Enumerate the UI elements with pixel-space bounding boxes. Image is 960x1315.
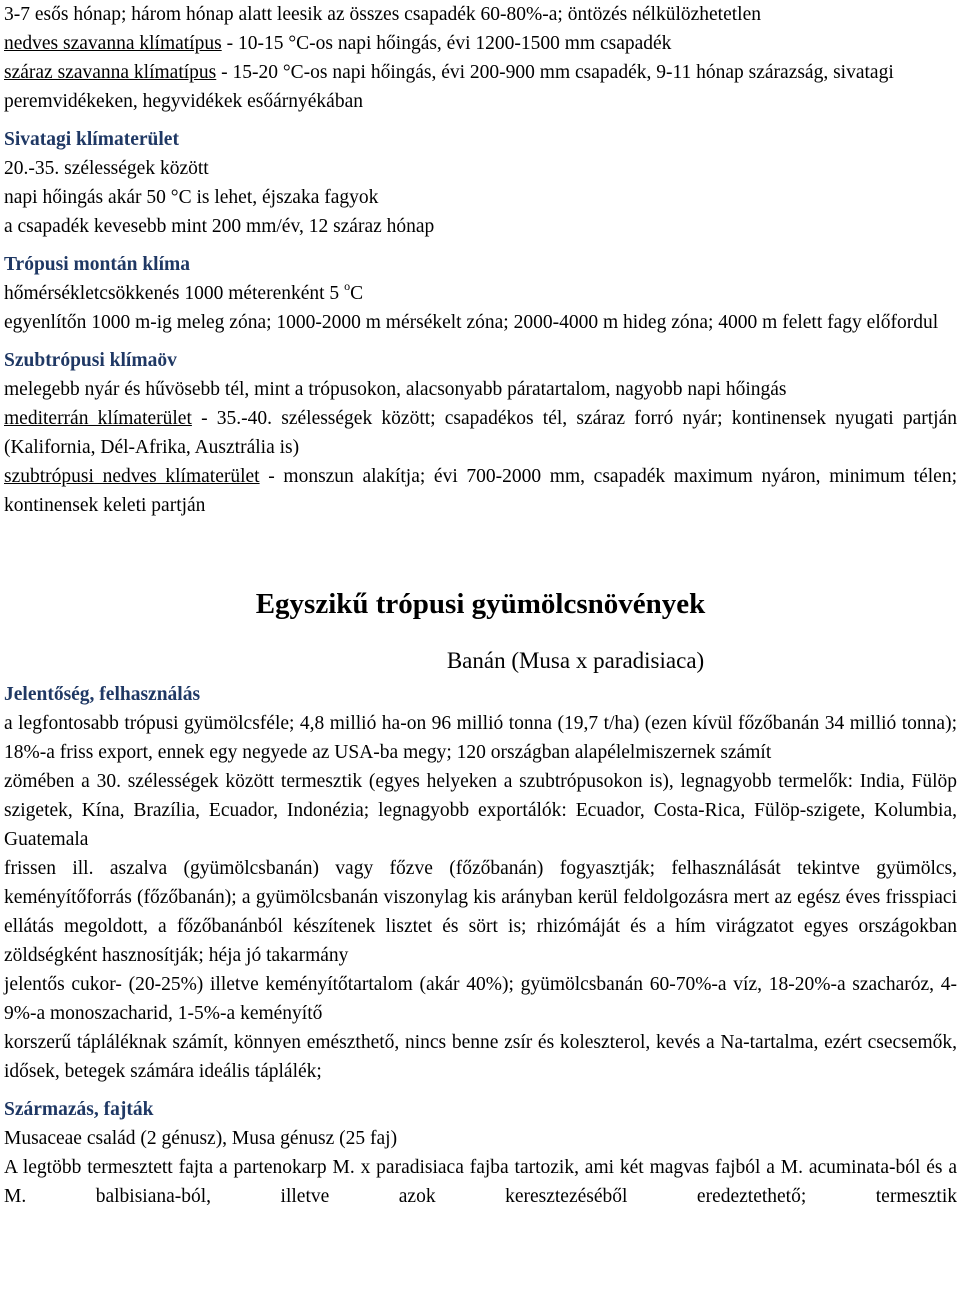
szubtrop-heading: Szubtrópusi klímaöv <box>4 350 177 371</box>
szarmazas-heading: Származás, fajták <box>4 1099 154 1120</box>
degree-sup: o <box>344 279 351 293</box>
szarmazas-paragraph: Musaceae család (2 génusz), Musa génusz (25 faj) <box>4 1128 398 1149</box>
sivatag-line: napi hőingás akár 50 °C is lehet, éjszaka fagyok <box>4 187 379 208</box>
jelentoseg-paragraph: frissen ill. aszalva (gyümölcsbanán) vagy főzve (főzőbanán) fogyasztják; felhasználását tekintve gyümölcs, keményítőforrás (főzőbanán); a gyümölcsbanán viszonylag kis arányban kerül feldolgozásra mert az egész éves frisspiaci ellátás megoldott, a főzőbanánból készítenek lisztet és sört is; rhizómáját és a hím virágzatot egyes országokban zöldségként hasznosítják; héja jó takarmány <box>4 858 957 966</box>
jelentoseg-heading: Jelentőség, felhasználás <box>4 684 201 705</box>
szaraz-szavanna-term: száraz szavanna klímatípus <box>4 62 217 83</box>
sivatag-line: a csapadék kevesebb mint 200 mm/év, 12 száraz hónap <box>4 216 435 237</box>
montan-line: egyenlítőn 1000 m-ig meleg zóna; 1000-2000 m mérsékelt zóna; 2000-4000 m hideg zóna; 4000 m felett fagy előfordul <box>4 312 939 333</box>
szubtrop-nedves-term: szubtrópusi nedves klímaterület <box>4 466 260 487</box>
szubtrop-nedves-text: - monszun alakítja; évi 700-2000 mm, csapadék maximum nyáron, minimum télen; kontinensek keleti partján <box>4 466 957 516</box>
szarmazas-paragraph: A legtöbb termesztett fajta a partenokarp M. x paradisiaca fajba tartozik, ami két magvas fajból a M. acuminata-ból és a M. balbisiana-ból, illetve azok keresztezéséből eredeztethető; termesztik <box>4 1157 957 1207</box>
montan-line <box>4 279 957 308</box>
szaraz-szavanna-paragraph <box>4 58 957 116</box>
intro-line: 3-7 esős hónap; három hónap alatt leesik az összes csapadék 60-80%-a; öntözés nélkülözhetetlen <box>4 4 761 25</box>
montan-heading: Trópusi montán klíma <box>4 254 191 275</box>
nedves-szavanna-text: - 10-15 °C-os napi hőingás, évi 1200-1500 mm csapadék <box>221 33 672 54</box>
szaraz-szavanna-text: - 15-20 °C-os napi hőingás, évi 200-900 mm csapadék, 9-11 hónap szárazság, sivatagi peremvidékeken, hegyvidékek esőárnyékában <box>4 62 894 112</box>
jelentoseg-paragraph: korszerű tápláléknak számít, könnyen emészthető, nincs benne zsír és koleszterol, kevés a Na-tartalma, ezért csecsemők, idősek, betegek számára ideális táplálék; <box>4 1032 957 1082</box>
jelentoseg-paragraph: zömében a 30. szélességek között termesztik (egyes helyeken a szubtrópusokon is), legnagyobb termelők: India, Fülöp szigetek, Kína, Brazília, Ecuador, Indonézia; legnagyobb exportálók: Ecuador, Costa-Rica, Fülöp-szigete, Kolumbia, Guatemala <box>4 771 957 850</box>
szubtrop-line: melegebb nyár és hűvösebb tél, mint a trópusokon, alacsonyabb páratartalom, nagyobb napi hőingás <box>4 379 787 400</box>
sivatag-line: 20.-35. szélességek között <box>4 158 209 179</box>
mediterran-term: mediterrán klímaterület <box>4 408 192 429</box>
jelentoseg-paragraph: jelentős cukor- (20-25%) illetve keményítőtartalom (akár 40%); gyümölcsbanán 60-70%-a víz, 18-20%-a szacharóz, 4-9%-a monoszacharid, 1-5%-a keményítő <box>4 974 957 1024</box>
nedves-szavanna-term: nedves szavanna klímatípus <box>4 33 222 54</box>
nedves-szavanna-paragraph <box>4 29 957 58</box>
main-title: Egyszikű trópusi gyümölcsnövények <box>255 588 706 620</box>
subtitle: Banán (Musa x paradisiaca) <box>446 648 705 673</box>
mediterran-text: - 35.-40. szélességek között; csapadékos tél, száraz forró nyár; kontinensek nyugati partján (Kalifornia, Dél-Afrika, Ausztrália is) <box>4 408 958 458</box>
szubtrop-nedves-paragraph <box>4 462 957 520</box>
montan-line-unit: C <box>350 283 364 304</box>
jelentoseg-paragraph: a legfontosabb trópusi gyümölcsféle; 4,8 millió ha-on 96 millió tonna (19,7 t/ha) (ezen kívül főzőbanán 34 millió tonna); 18%-a friss export, ennek egy negyede az USA-ba megy; 120 országban alapélelmiszernek számít <box>4 713 957 763</box>
mediterran-paragraph <box>4 404 957 462</box>
sivatag-heading: Sivatagi klímaterület <box>4 129 179 150</box>
montan-line-text: hőmérsékletcsökkenés 1000 méterenként 5 <box>4 283 345 304</box>
